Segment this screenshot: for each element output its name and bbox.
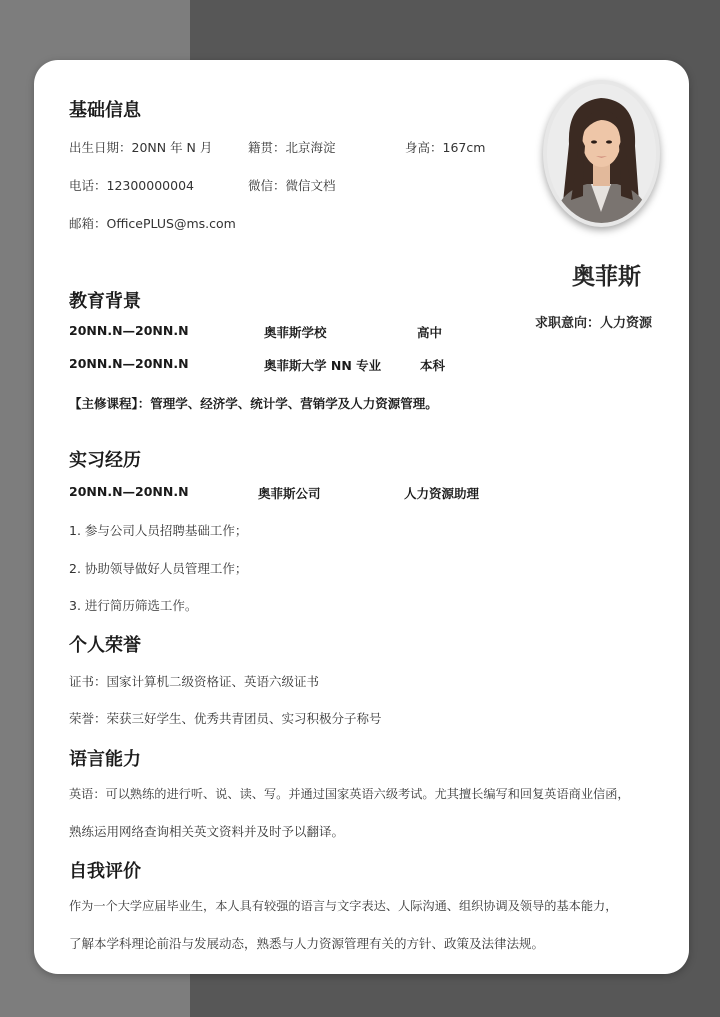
edu-courses: 【主修课程】：管理学、经济学、统计学、营销学及人力资源管理。 <box>69 396 438 411</box>
edu-school-1: 奥菲斯学校 <box>264 325 327 340</box>
section-title-education: 教育背景 <box>69 291 141 312</box>
edu-period-2: 20NN.N—20NN.N <box>69 356 189 371</box>
portrait-illustration <box>547 84 656 223</box>
edu-degree-2: 本科 <box>420 358 446 373</box>
phone: 电话：12300000004 <box>69 178 194 193</box>
intern-item-1: 1. 参与公司人员招聘基础工作； <box>69 523 248 538</box>
intern-company: 奥菲斯公司 <box>258 486 321 501</box>
section-title-honors: 个人荣誉 <box>69 635 141 656</box>
intern-item-3: 3. 进行简历筛选工作。 <box>69 598 198 613</box>
language-line-1: 英语：可以熟练的进行听、说、读、写。并通过国家英语六级考试。尤其擅长编写和回复英语商业信函， <box>69 787 630 801</box>
self-line-2: 了解本学科理论前沿与发展动态，熟悉与人力资源管理有关的方针、政策及法律法规。 <box>69 936 545 951</box>
intern-period: 20NN.N—20NN.N <box>69 484 189 499</box>
resume-card <box>34 60 689 974</box>
edu-period-1: 20NN.N—20NN.N <box>69 323 189 338</box>
job-intent: 求职意向：人力资源 <box>535 316 653 331</box>
section-title-internship: 实习经历 <box>69 450 141 471</box>
language-line-2: 熟练运用网络查询相关英文资料并及时予以翻译。 <box>69 824 345 839</box>
honor-awards: 荣誉：荣获三好学生、优秀共青团员、实习积极分子称号 <box>69 711 382 726</box>
honor-certificates: 证书：国家计算机二级资格证、英语六级证书 <box>69 674 320 689</box>
profile-photo <box>547 84 656 223</box>
intern-role: 人力资源助理 <box>404 486 480 501</box>
section-title-self: 自我评价 <box>69 861 141 882</box>
wechat: 微信：微信文档 <box>248 178 336 193</box>
height: 身高：167cm <box>405 140 486 155</box>
self-line-1: 作为一个大学应届毕业生，本人具有较强的语言与文字表达、人际沟通、组织协调及领导的基本能力， <box>69 899 618 913</box>
edu-school-2: 奥菲斯大学 NN 专业 <box>264 358 382 373</box>
birth-date: 出生日期：20NN 年 N 月 <box>69 140 213 155</box>
email: 邮箱：OfficePLUS@ms.com <box>69 216 236 231</box>
intern-item-2: 2. 协助领导做好人员管理工作； <box>69 561 248 576</box>
section-title-basic: 基础信息 <box>69 100 141 121</box>
native-place: 籍贯：北京海淀 <box>248 140 336 155</box>
edu-degree-1: 高中 <box>417 325 443 340</box>
section-title-language: 语言能力 <box>69 749 141 770</box>
candidate-name: 奥菲斯 <box>572 264 641 290</box>
